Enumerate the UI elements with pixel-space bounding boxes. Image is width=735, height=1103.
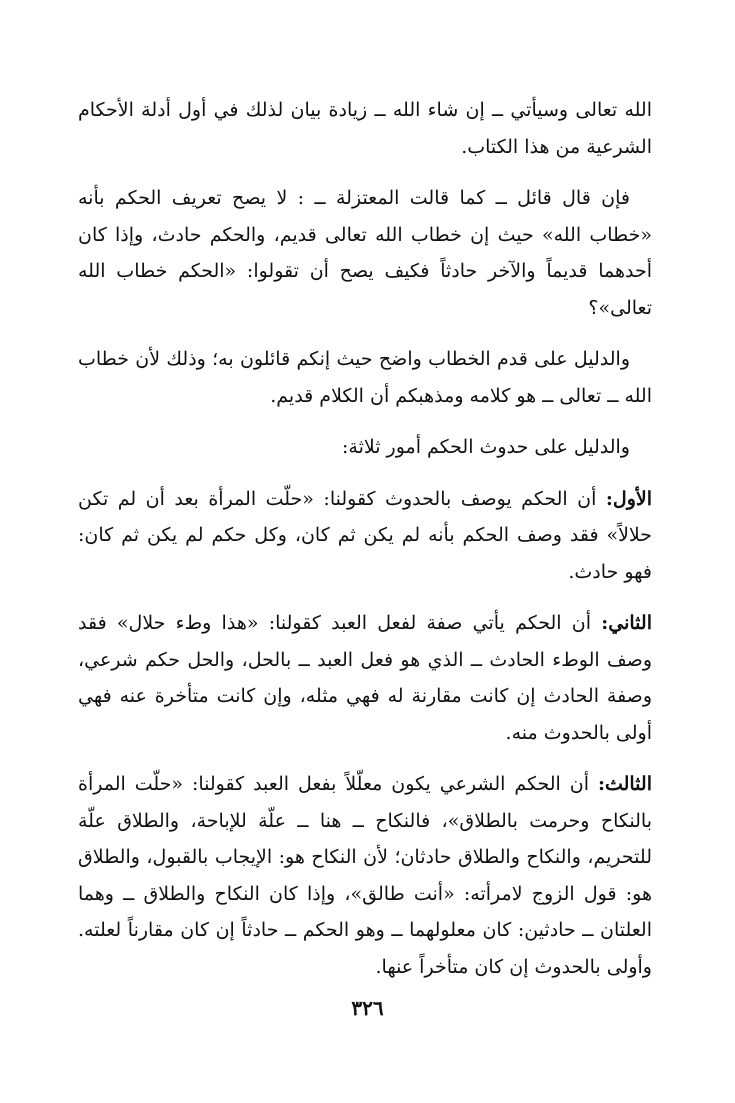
body-text bbox=[78, 92, 652, 1000]
paragraph-1 bbox=[78, 92, 652, 165]
paragraph-first-reason bbox=[78, 481, 652, 591]
paragraph-text: فإن قال قائل ــ كما قالت المعتزلة ــ : لا يصح تعريف الحكم بأنه «خطاب الله» حيث إن خطاب الله تعالى قديم، والحكم حادث، وإذا كان أحدهما قديماً والآخر حادثاً فكيف يصح أن تقولوا: «الحكم خطاب الله تعالى»؟ bbox=[78, 187, 652, 319]
paragraph-third-reason bbox=[78, 766, 652, 985]
paragraph-4 bbox=[78, 429, 652, 466]
paragraph-text: الله تعالى وسيأتي ــ إن شاء الله ــ زيادة بيان لذلك في أول أدلة الأحكام الشرعية من هذا الكتاب. bbox=[78, 99, 652, 158]
paragraph-lead: الأول: bbox=[605, 487, 652, 510]
paragraph-lead: الثالث: bbox=[597, 773, 652, 795]
paragraph-3 bbox=[78, 341, 652, 414]
paragraph-text: أن الحكم الشرعي يكون معلّلاً بفعل العبد كقولنا: «حلّت المرأة بالنكاح وحرمت بالطلاق»، فالنكاح ــ هنا ــ علّة للإباحة، والطلاق علّة للتحريم، والنكاح والطلاق حادثان؛ لأن النكاح هو: الإيجاب بالقبول، والطلاق هو: قول الزوج لامرأته: «أنت طالق»، وإذا كان النكاح والطلاق ــ وهما العلتان ــ حادثين: كان معلولهما ــ وهو الحكم ــ حادثاً إن كان مقارناً لعلته. وأولى بالحدوث إن كان متأخراً عنها. bbox=[78, 773, 652, 978]
paragraph-lead: الثاني: bbox=[601, 612, 652, 634]
page-number: ٣٢٦ bbox=[351, 996, 384, 1020]
paragraph-second-reason bbox=[78, 605, 652, 751]
paragraph-text: والدليل على قدم الخطاب واضح حيث إنكم قائلون به؛ وذلك لأن خطاب الله ــ تعالى ــ هو كلامه ومذهبكم أن الكلام قديم. bbox=[78, 348, 652, 407]
paragraph-text: أن الحكم يوصف بالحدوث كقولنا: «حلّت المرأة بعد أن لم تكن حلالاً» فقد وصف الحكم بأنه لم يكن ثم كان، وكل حكم لم يكن ثم كان: فهو حادث. bbox=[78, 487, 652, 583]
paragraph-2 bbox=[78, 180, 652, 326]
paragraph-text: والدليل على حدوث الحكم أمور ثلاثة: bbox=[342, 436, 630, 458]
paragraph-text: أن الحكم يأتي صفة لفعل العبد كقولنا: «هذا وطء حلال» فقد وصف الوطء الحادث ــ الذي هو فعل العبد ــ بالحل، والحل حكم شرعي، وصفة الحادث إن كانت مقارنة له فهي مثله، وإن كانت متأخرة عنه فهي أولى بالحدوث منه. bbox=[78, 612, 652, 744]
